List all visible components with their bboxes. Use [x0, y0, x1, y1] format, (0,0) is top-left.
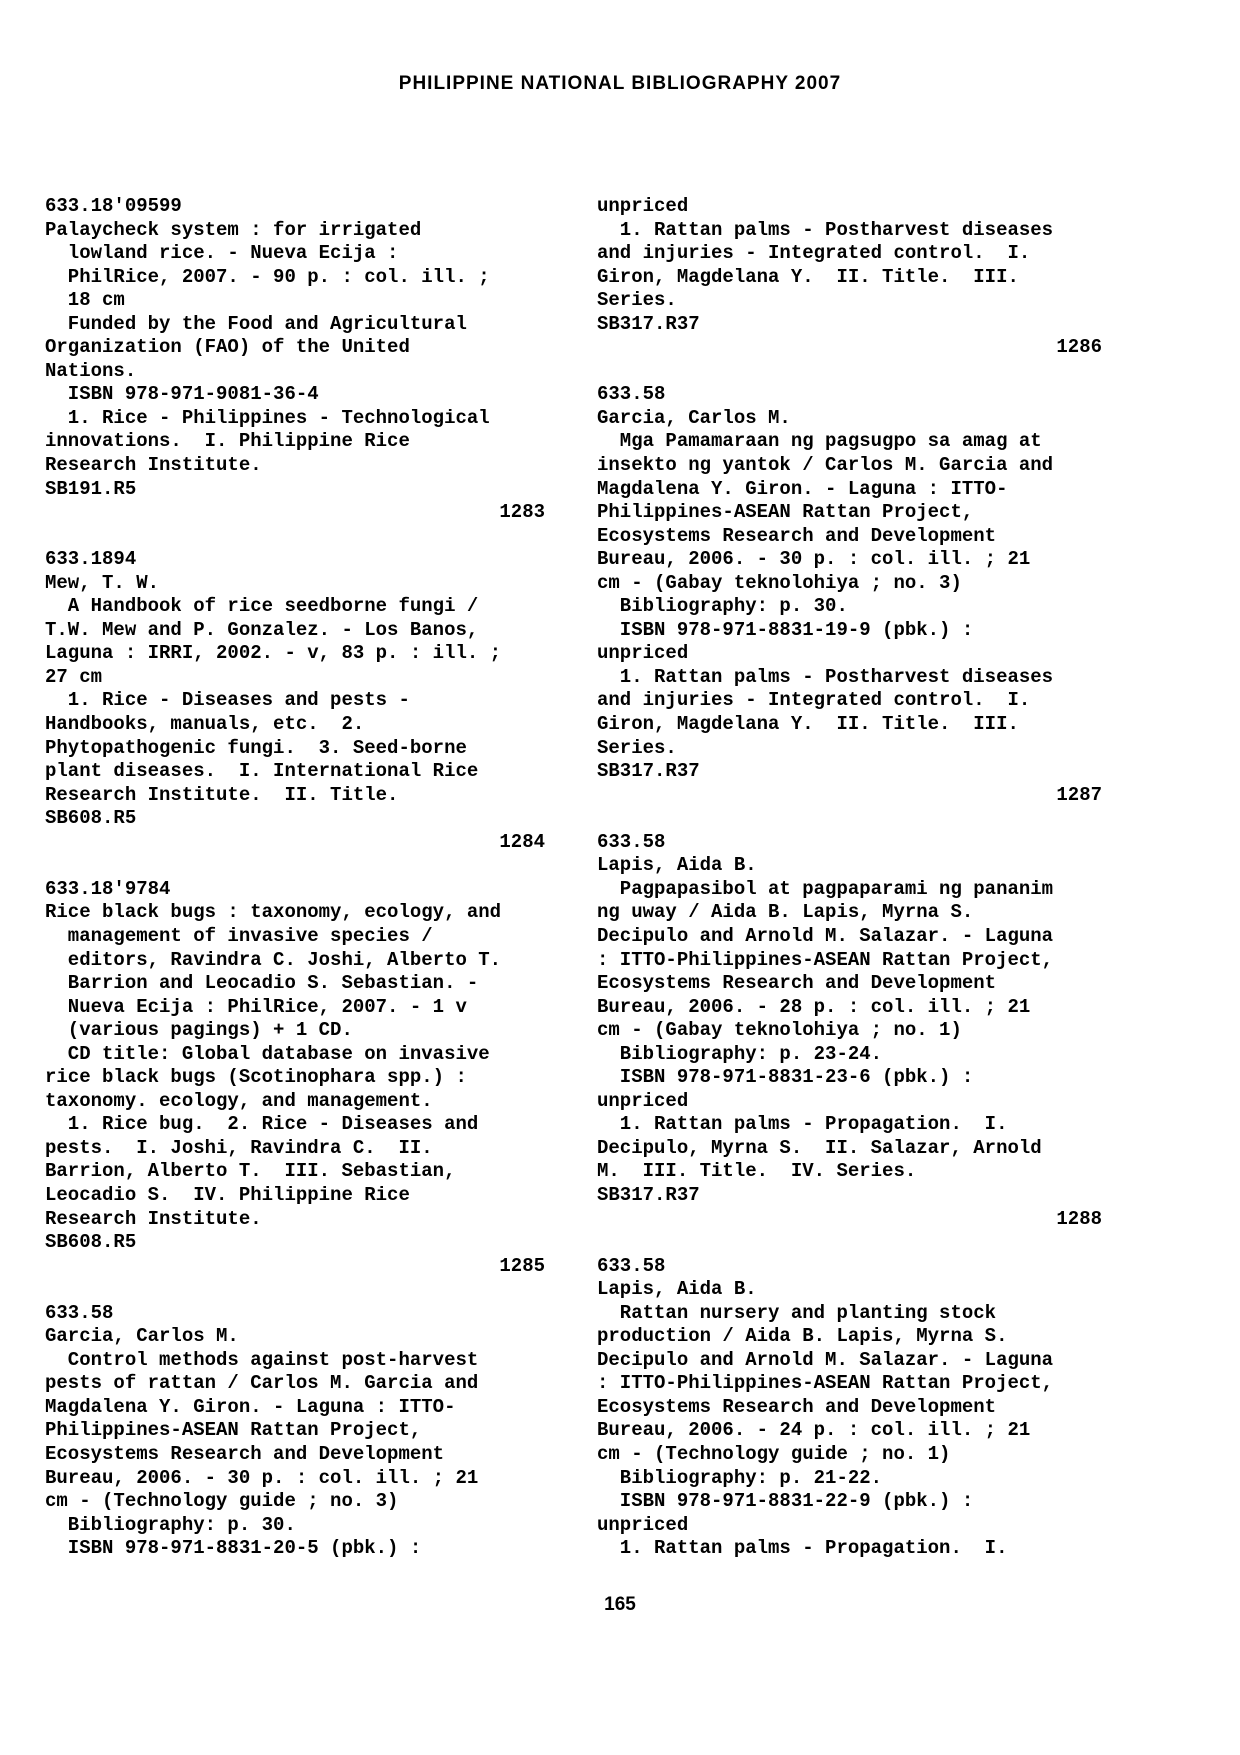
- entry-line: and injuries - Integrated control. I.: [597, 689, 1031, 712]
- entry-line: pests. I. Joshi, Ravindra C. II.: [45, 1136, 433, 1159]
- entry-line: Lapis, Aida B.: [597, 1278, 757, 1301]
- entry-line: Barrion, Alberto T. III. Sebastian,: [45, 1160, 456, 1183]
- blank-line: [597, 807, 1102, 831]
- entry-line: 1. Rice bug. 2. Rice - Diseases and: [45, 1113, 479, 1136]
- entry-line: Nueva Ecija : PhilRice, 2007. - 1 v: [45, 995, 467, 1018]
- entry-line: 1. Rice - Diseases and pests -: [45, 689, 410, 712]
- entry-number: 1288: [1056, 1207, 1102, 1230]
- entry-line: 1. Rice - Philippines - Technological: [45, 406, 490, 429]
- entry-line: 633.18'9784: [45, 877, 171, 900]
- entry-line: ISBN 978-971-9081-36-4: [45, 383, 319, 406]
- entry-line: ng uway / Aida B. Lapis, Myrna S.: [597, 901, 974, 924]
- entry-line: SB191.R5: [45, 477, 137, 500]
- entry-line: taxonomy. ecology, and management.: [45, 1089, 433, 1112]
- entry-line: 1. Rattan palms - Postharvest diseases: [597, 665, 1054, 688]
- entry-line: 1. Rattan palms - Postharvest diseases: [597, 218, 1054, 241]
- entry-line: Bureau, 2006. - 28 p. : col. ill. ; 21: [597, 995, 1031, 1018]
- entry-line: SB317.R37: [597, 1183, 700, 1206]
- entry-line: T.W. Mew and P. Gonzalez. - Los Banos,: [45, 618, 479, 641]
- blank-line: [45, 1278, 545, 1302]
- entry-line: CD title: Global database on invasive: [45, 1042, 490, 1065]
- entry-line: Magdalena Y. Giron. - Laguna : ITTO-: [45, 1395, 456, 1418]
- entry-line: Control methods against post-harvest: [45, 1348, 479, 1371]
- entry-line: rice black bugs (Scotinophara spp.) :: [45, 1066, 467, 1089]
- entry-line: Ecosystems Research and Development: [597, 524, 997, 547]
- entry-line: 1. Rattan palms - Propagation. I.: [597, 1537, 1008, 1560]
- entry-line: editors, Ravindra C. Joshi, Alberto T.: [45, 948, 502, 971]
- entry-line: SB608.R5: [45, 807, 137, 830]
- entry-line: cm - (Technology guide ; no. 3): [45, 1490, 399, 1513]
- entry-line: Handbooks, manuals, etc. 2.: [45, 713, 365, 736]
- entry-line: Decipulo, Myrna S. II. Salazar, Arnold: [597, 1136, 1042, 1159]
- entry-line: Pagpapasibol at pagpaparami ng pananim: [597, 877, 1054, 900]
- entry-line: cm - (Gabay teknolohiya ; no. 3): [597, 571, 962, 594]
- entry-line: : ITTO-Philippines-ASEAN Rattan Project,: [597, 1372, 1054, 1395]
- entry-line: 633.58: [45, 1301, 114, 1324]
- entry-line: Decipulo and Arnold M. Salazar. - Laguna: [597, 924, 1054, 947]
- entry-line: Rattan nursery and planting stock: [597, 1301, 997, 1324]
- entry-line: 633.58: [597, 1254, 666, 1277]
- entry-line: cm - (Gabay teknolohiya ; no. 1): [597, 1019, 962, 1042]
- entry-line: insekto ng yantok / Carlos M. Garcia and: [597, 454, 1054, 477]
- entry-line: 633.58: [597, 383, 666, 406]
- entry-line: plant diseases. I. International Rice: [45, 760, 479, 783]
- entry-line: Leocadio S. IV. Philippine Rice: [45, 1183, 410, 1206]
- entry-line: management of invasive species /: [45, 924, 433, 947]
- entry-line: PhilRice, 2007. - 90 p. : col. ill. ;: [45, 265, 490, 288]
- entry-line: (various pagings) + 1 CD.: [45, 1019, 353, 1042]
- entry-number: 1284: [499, 830, 545, 853]
- entry-line: unpriced: [597, 642, 689, 665]
- entry-line: Series.: [597, 289, 677, 312]
- entry-line: ISBN 978-971-8831-19-9 (pbk.) :: [597, 618, 974, 641]
- page-header-title: PHILIPPINE NATIONAL BIBLIOGRAPHY 2007: [398, 73, 842, 94]
- entry-line: production / Aida B. Lapis, Myrna S.: [597, 1325, 1008, 1348]
- entry-line: A Handbook of rice seedborne fungi /: [45, 595, 479, 618]
- entry-line: Series.: [597, 736, 677, 759]
- entry-line: M. III. Title. IV. Series.: [597, 1160, 917, 1183]
- entry-line: cm - (Technology guide ; no. 1): [597, 1442, 951, 1465]
- entry-line: Bibliography: p. 30.: [45, 1513, 296, 1536]
- entry-line: 633.18'09599: [45, 195, 182, 217]
- entry-line: Bibliography: p. 23-24.: [597, 1042, 883, 1065]
- entry-line: 1. Rattan palms - Propagation. I.: [597, 1113, 1008, 1136]
- entry-line: Ecosystems Research and Development: [597, 972, 997, 995]
- entry-line: Bureau, 2006. - 24 p. : col. ill. ; 21: [597, 1419, 1031, 1442]
- entry-line: SB317.R37: [597, 312, 700, 335]
- entry-line: Funded by the Food and Agricultural: [45, 312, 467, 335]
- left-column: [45, 195, 545, 1561]
- entry-line: lowland rice. - Nueva Ecija :: [45, 242, 399, 265]
- blank-line: [45, 854, 545, 878]
- entry-line: Ecosystems Research and Development: [597, 1395, 997, 1418]
- entry-line: SB317.R37: [597, 760, 700, 783]
- entry-line: unpriced: [597, 1089, 689, 1112]
- entry-number: 1286: [1056, 336, 1102, 359]
- entry-number: 1285: [499, 1254, 545, 1277]
- entry-line: ISBN 978-971-8831-20-5 (pbk.) :: [45, 1537, 422, 1560]
- entry-line: 633.58: [597, 830, 666, 853]
- entry-line: Ecosystems Research and Development: [45, 1442, 445, 1465]
- entry-line: Bibliography: p. 21-22.: [597, 1466, 883, 1489]
- entry-line: Research Institute.: [45, 1207, 262, 1230]
- entry-line: Laguna : IRRI, 2002. - v, 83 p. : ill. ;: [45, 642, 502, 665]
- entry-line: 27 cm: [45, 665, 103, 688]
- right-column: [597, 195, 1102, 1561]
- blank-line: [45, 525, 545, 549]
- entry-line: Philippines-ASEAN Rattan Project,: [597, 501, 974, 524]
- blank-line: [597, 360, 1102, 384]
- entry-line: Bureau, 2006. - 30 p. : col. ill. ; 21: [597, 548, 1031, 571]
- entry-number: 1283: [499, 501, 545, 524]
- entry-line: SB608.R5: [45, 1231, 137, 1254]
- entry-line: Giron, Magdelana Y. II. Title. III.: [597, 713, 1019, 736]
- entry-line: ISBN 978-971-8831-22-9 (pbk.) :: [597, 1490, 974, 1513]
- entry-line: : ITTO-Philippines-ASEAN Rattan Project,: [597, 948, 1054, 971]
- entry-line: pests of rattan / Carlos M. Garcia and: [45, 1372, 479, 1395]
- entry-line: unpriced: [597, 195, 689, 217]
- entry-line: Nations.: [45, 359, 137, 382]
- entry-line: Organization (FAO) of the United: [45, 336, 410, 359]
- entry-line: Garcia, Carlos M.: [597, 406, 791, 429]
- entry-line: Research Institute. II. Title.: [45, 783, 399, 806]
- entry-line: Bibliography: p. 30.: [597, 595, 848, 618]
- entry-line: ISBN 978-971-8831-23-6 (pbk.) :: [597, 1066, 974, 1089]
- entry-line: Research Institute.: [45, 454, 262, 477]
- entry-line: Garcia, Carlos M.: [45, 1325, 239, 1348]
- entry-line: Bureau, 2006. - 30 p. : col. ill. ; 21: [45, 1466, 479, 1489]
- entry-line: Giron, Magdelana Y. II. Title. III.: [597, 265, 1019, 288]
- entry-line: 633.1894: [45, 548, 137, 571]
- page-number: 165: [604, 1594, 636, 1615]
- entry-line: Barrion and Leocadio S. Sebastian. -: [45, 972, 479, 995]
- entry-line: Mew, T. W.: [45, 571, 160, 594]
- entry-line: Phytopathogenic fungi. 3. Seed-borne: [45, 736, 467, 759]
- entry-line: Lapis, Aida B.: [597, 854, 757, 877]
- entry-line: Palaycheck system : for irrigated: [45, 218, 422, 241]
- blank-line: [597, 1231, 1102, 1255]
- entry-line: 18 cm: [45, 289, 125, 312]
- entry-line: Rice black bugs : taxonomy, ecology, and: [45, 901, 502, 924]
- entry-line: innovations. I. Philippine Rice: [45, 430, 410, 453]
- entry-line: and injuries - Integrated control. I.: [597, 242, 1031, 265]
- entry-line: Magdalena Y. Giron. - Laguna : ITTO-: [597, 477, 1008, 500]
- entry-line: Decipulo and Arnold M. Salazar. - Laguna: [597, 1348, 1054, 1371]
- entry-line: Mga Pamamaraan ng pagsugpo sa amag at: [597, 430, 1042, 453]
- entry-line: Philippines-ASEAN Rattan Project,: [45, 1419, 422, 1442]
- entry-line: unpriced: [597, 1513, 689, 1536]
- entry-number: 1287: [1056, 783, 1102, 806]
